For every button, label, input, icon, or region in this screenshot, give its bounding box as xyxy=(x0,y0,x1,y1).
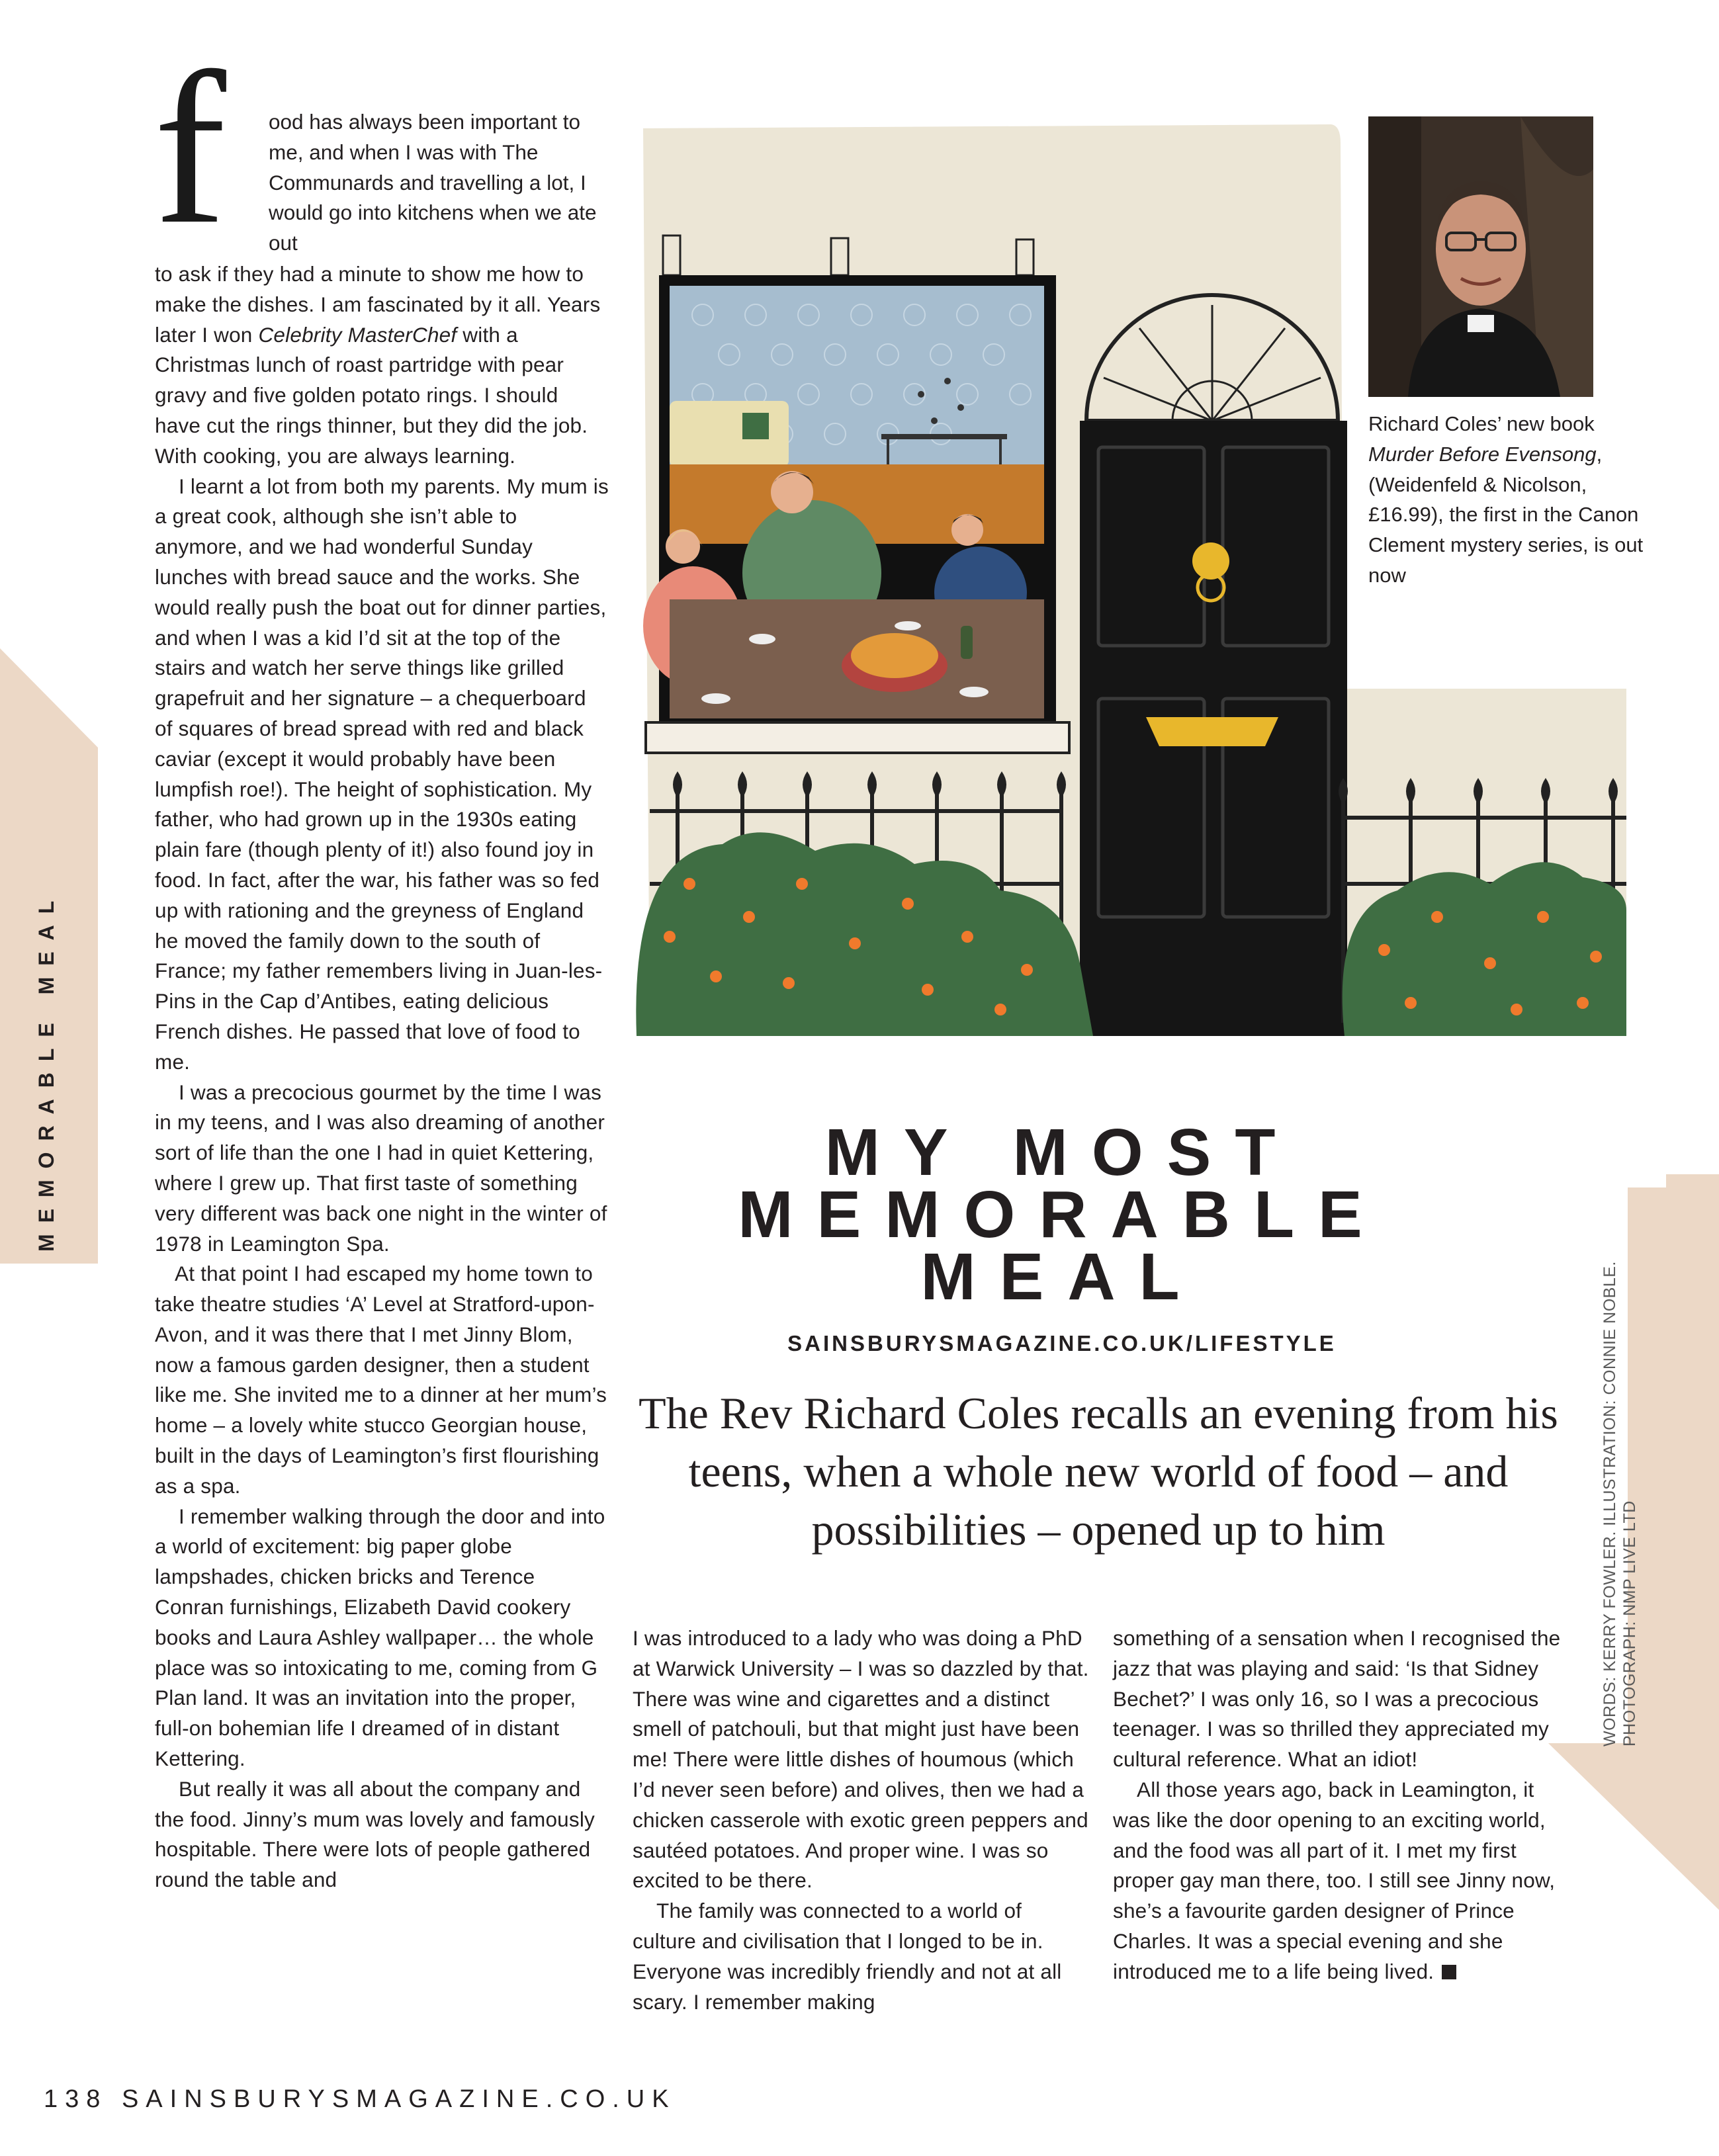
paragraph: I was introduced to a lady who was doing a PhD at Warwick University – I was so dazzled by that. There was wine and cigarettes and a distinct smell of patchouli, but that might just have been me! There were little dishes of houmous (which I’d never seen before) and olives, then we had a chicken casserole with exotic green peppers and sautéed potatoes. And proper wine. I was so excited to be there. xyxy=(633,1626,1089,1893)
page-footer: 138 SAINSBURYSMAGAZINE.CO.UK xyxy=(44,2085,676,2113)
author-photo xyxy=(1368,116,1593,397)
section-url: SAINSBURYSMAGAZINE.CO.UK/LIFESTYLE xyxy=(787,1331,1337,1356)
page-title: MY MOST MEMORABLE MEAL xyxy=(738,1115,1386,1314)
article-column-1 xyxy=(155,259,609,1895)
paragraph: But really it was all about the company and the food. Jinny’s mum was lovely and famously hospitable. There were lots of people gathered round the table and xyxy=(155,1776,595,1892)
paragraph: The family was connected to a world of culture and civilisation that I longed to be in. Everyone was incredibly friendly and not at all scary. I remember making xyxy=(633,1899,1062,2014)
paragraph: I learnt a lot from both my parents. My mum is a great cook, although she isn’t able to anymore, and we had wonderful Sunday lunches with bread sauce and the works. She would really push the boat out for dinner parties, and when I was a kid I’d sit at the top of the stairs and watch her serve things like grilled grapefruit and her signature – a chequerboard of squares of bread spread with red and black caviar (except it would probably have been lumpfish roe!). The height of sophistication. My father, who had grown up in the 1930s eating plain fare (though plenty of it!) also found joy in food. In fact, after the war, his father was so fed up with rationing and the greyness of England he moved the family down to the south of France; my father remembers living in Juan-les-Pins in the Cap d’Antibes, eating delicious French dishes. He passed that love of food to me. xyxy=(155,474,609,1074)
standfirst: The Rev Richard Coles recalls an evening from his teens, when a whole new world of food – and possibilities – opened up to him xyxy=(639,1388,1558,1555)
paragraph: I was a precocious gourmet by the time I was in my teens, and I was also dreaming of another sort of life than the one I had in quiet Kettering, where I grew up. That first taste of something very different was back one night in the winter of 1978 in Leamington Spa. xyxy=(155,1080,607,1256)
paragraph: All those years ago, back in Leamington, it was like the door opening to an exciting world, and the food was all part of it. I met my first proper gay man there, too. I still see Jinny now, she’s a favourite garden designer of Prince Charles. It was a special evening and she introduced me to a life being lived. xyxy=(1113,1777,1556,1983)
paragraph: to ask if they had a minute to show me how to make the dishes. I am fascinated by it all. Years later I won Celebrity MasterChef with a Christmas lunch of roast partridge with pear gravy and five golden potato rings. I should have cut the rings thinner, but they did the job. With cooking, you are always learning. xyxy=(155,262,601,468)
lead-text: ood has always been important to me, and when I was with The Communards and travelling a lot, I would go into kitchens when we ate out xyxy=(269,110,597,255)
drop-cap: f xyxy=(154,28,226,269)
end-mark-icon xyxy=(1442,1965,1456,1979)
paragraph: I remember walking through the door and into a world of excitement: big paper globe lampshades, chicken bricks and Terence Conran furnishings, Elizabeth David cookery books and Laura Ashley wallpaper… the whole place was so intoxicating to me, coming from G Plan land. It was an invitation into the proper, full-on bohemian life I dreamed of in distant Kettering. xyxy=(155,1504,605,1771)
photo-caption: Richard Coles’ new book Murder Before Evensong, (Weidenfeld & Nicolson, £16.99), the first in the Canon Clement mystery series, is out now xyxy=(1368,412,1644,587)
paragraph: something of a sensation when I recognised the jazz that was playing and said: ‘Is that Sidney Bechet?’ I was only 16, so I was a precocious teenager. I was so thrilled they appreciated my cultural reference. What an idiot! xyxy=(1113,1626,1561,1772)
paragraph: At that point I had escaped my home town to take theatre studies ‘A’ Level at Stratford-upon-Avon, and it was there that I met Jinny Blom, now a famous garden designer, then a student like me. She invited me to a dinner at her mum’s home – a lovely white stucco Georgian house, built in the days of Leamington’s first flourishing as a spa. xyxy=(155,1262,607,1498)
article-column-2 xyxy=(633,1623,1089,2017)
section-label: MEMORABLE MEAL xyxy=(34,889,58,1252)
article-column-3 xyxy=(1113,1623,1569,1987)
credits: WORDS: KERRY FOWLER. ILLUSTRATION: CONNIE NOBLE. PHOTOGRAPH: NMP LIVE LTD xyxy=(1601,1261,1639,1746)
